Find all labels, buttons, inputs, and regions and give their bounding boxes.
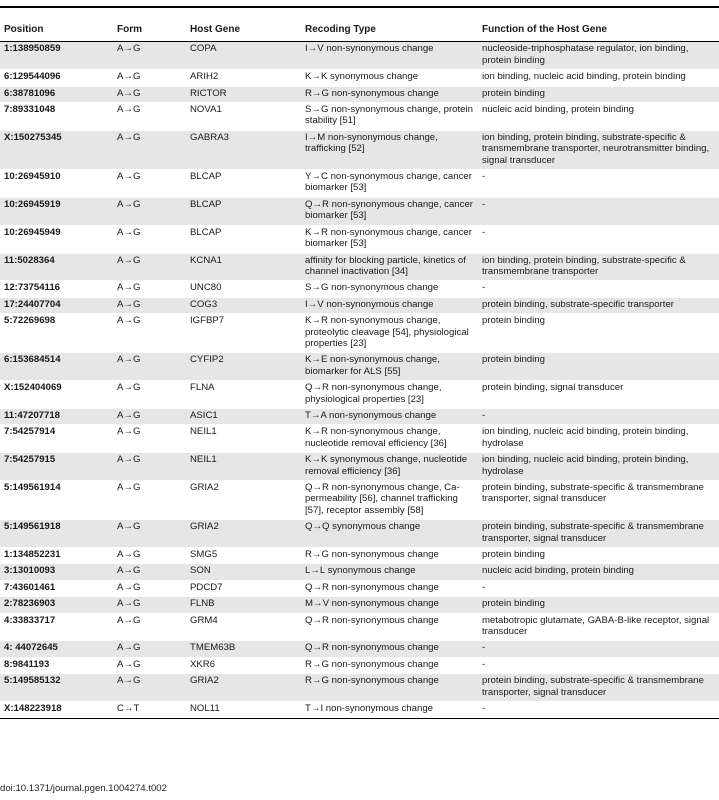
cell-host-gene: NEIL1 (186, 425, 301, 453)
cell-function: nucleoside-triphosphatase regulator, ion binding, protein binding (478, 42, 719, 70)
cell-position: 1:138950859 (0, 42, 113, 70)
cell-position: X:152404069 (0, 381, 113, 409)
cell-position: 5:72269698 (0, 314, 113, 353)
cell-form: A→G (113, 353, 186, 381)
table-row (0, 381, 719, 409)
cell-form: A→G (113, 613, 186, 641)
cell-recoding-type: R→G non-synonymous change (301, 86, 478, 102)
table-row (0, 353, 719, 381)
header-row (0, 24, 719, 42)
cell-recoding-type: K→K synonymous change, nucleotide removal efficiency [36] (301, 453, 478, 481)
header-position: Position (0, 24, 113, 42)
cell-recoding-type: Q→R non-synonymous change (301, 641, 478, 657)
table-row (0, 481, 719, 520)
cell-form: A→G (113, 381, 186, 409)
cell-position: 5:149561918 (0, 520, 113, 548)
cell-function: ion binding, nucleic acid binding, protein binding, hydrolase (478, 453, 719, 481)
cell-host-gene: ARIH2 (186, 70, 301, 86)
cell-function: protein binding (478, 597, 719, 613)
cell-position: 11:47207718 (0, 408, 113, 424)
cell-recoding-type: Q→R non-synonymous change, physiological properties [23] (301, 381, 478, 409)
cell-position: X:150275345 (0, 130, 113, 169)
table-row (0, 702, 719, 718)
cell-form: A→G (113, 548, 186, 564)
table-row (0, 253, 719, 281)
table-row (0, 641, 719, 657)
table-row (0, 281, 719, 297)
cell-recoding-type: M→V non-synonymous change (301, 597, 478, 613)
cell-position: 5:149561914 (0, 481, 113, 520)
cell-form: A→G (113, 103, 186, 131)
cell-host-gene: RICTOR (186, 86, 301, 102)
cell-position: 6:129544096 (0, 70, 113, 86)
cell-form: A→G (113, 481, 186, 520)
cell-function: ion binding, protein binding, substrate-specific & transmembrane transporter (478, 253, 719, 281)
cell-form: A→G (113, 70, 186, 86)
cell-position: 7:43601461 (0, 580, 113, 596)
cell-position: 2:78236903 (0, 597, 113, 613)
recoding-sites-table (0, 24, 719, 719)
cell-position: 7:89331048 (0, 103, 113, 131)
cell-position: 12:73754116 (0, 281, 113, 297)
cell-recoding-type: Q→Q synonymous change (301, 520, 478, 548)
cell-function: ion binding, protein binding, substrate-specific & transmembrane transporter, neurotransmitter binding, signal transducer (478, 130, 719, 169)
cell-recoding-type: I→M non-synonymous change, trafficking [52] (301, 130, 478, 169)
cell-host-gene: NOL11 (186, 702, 301, 718)
cell-host-gene: IGFBP7 (186, 314, 301, 353)
cell-host-gene: FLNB (186, 597, 301, 613)
cell-host-gene: TMEM63B (186, 641, 301, 657)
cell-form: A→G (113, 281, 186, 297)
cell-position: 6:38781096 (0, 86, 113, 102)
cell-function: - (478, 702, 719, 718)
cell-host-gene: CYFIP2 (186, 353, 301, 381)
cell-function: nucleic acid binding, protein binding (478, 564, 719, 580)
cell-position: 10:26945949 (0, 225, 113, 253)
cell-host-gene: GRM4 (186, 613, 301, 641)
cell-position: 4:33833717 (0, 613, 113, 641)
cell-host-gene: SMG5 (186, 548, 301, 564)
cell-host-gene: ASIC1 (186, 408, 301, 424)
cell-function: - (478, 225, 719, 253)
cell-form: A→G (113, 597, 186, 613)
cell-form: A→G (113, 86, 186, 102)
cell-host-gene: GRIA2 (186, 520, 301, 548)
table-row (0, 86, 719, 102)
cell-position: 8:9841193 (0, 657, 113, 673)
cell-recoding-type: I→V non-synonymous change (301, 297, 478, 313)
cell-recoding-type: Y→C non-synonymous change, cancer biomarker [53] (301, 170, 478, 198)
cell-position: 1:134852231 (0, 548, 113, 564)
cell-recoding-type: I→V non-synonymous change (301, 42, 478, 70)
table-row (0, 613, 719, 641)
cell-host-gene: FLNA (186, 381, 301, 409)
table-row (0, 597, 719, 613)
doi-caption: doi:10.1371/journal.pgen.1004274.t002 (0, 783, 167, 794)
table-row (0, 548, 719, 564)
table-row (0, 564, 719, 580)
cell-function: - (478, 657, 719, 673)
cell-function: protein binding (478, 353, 719, 381)
cell-function: protein binding, substrate-specific & transmembrane transporter, signal transducer (478, 481, 719, 520)
table-row (0, 425, 719, 453)
cell-function: protein binding, substrate-specific transporter (478, 297, 719, 313)
cell-form: A→G (113, 520, 186, 548)
cell-position: 6:153684514 (0, 353, 113, 381)
cell-function: - (478, 170, 719, 198)
cell-host-gene: NOVA1 (186, 103, 301, 131)
cell-function: ion binding, nucleic acid binding, protein binding (478, 70, 719, 86)
cell-function: - (478, 580, 719, 596)
cell-function: protein binding, substrate-specific & transmembrane transporter, signal transducer (478, 674, 719, 702)
cell-form: A→G (113, 253, 186, 281)
cell-host-gene: BLCAP (186, 197, 301, 225)
header-host-gene: Host Gene (186, 24, 301, 42)
header-function: Function of the Host Gene (478, 24, 719, 42)
cell-recoding-type: Q→R non-synonymous change, Ca-permeability [56], channel trafficking [57], receptor assembly [58] (301, 481, 478, 520)
table-row (0, 314, 719, 353)
cell-function: protein binding (478, 548, 719, 564)
cell-host-gene: PDCD7 (186, 580, 301, 596)
cell-function: protein binding (478, 314, 719, 353)
cell-recoding-type: K→E non-synonymous change, biomarker for ALS [55] (301, 353, 478, 381)
cell-position: 7:54257914 (0, 425, 113, 453)
cell-function: protein binding, signal transducer (478, 381, 719, 409)
cell-position: 10:26945919 (0, 197, 113, 225)
cell-position: 17:24407704 (0, 297, 113, 313)
cell-host-gene: COG3 (186, 297, 301, 313)
cell-position: 10:26945910 (0, 170, 113, 198)
cell-recoding-type: K→R non-synonymous change, cancer biomarker [53] (301, 225, 478, 253)
table-header (0, 24, 719, 42)
cell-form: A→G (113, 425, 186, 453)
cell-recoding-type: L→L synonymous change (301, 564, 478, 580)
cell-form: A→G (113, 297, 186, 313)
cell-recoding-type: R→G non-synonymous change (301, 548, 478, 564)
cell-recoding-type: S→G non-synonymous change (301, 281, 478, 297)
table-row (0, 197, 719, 225)
cell-form: A→G (113, 641, 186, 657)
cell-form: A→G (113, 657, 186, 673)
cell-recoding-type: K→K synonymous change (301, 70, 478, 86)
cell-recoding-type: Q→R non-synonymous change (301, 613, 478, 641)
table-row (0, 225, 719, 253)
cell-form: A→G (113, 130, 186, 169)
cell-form: A→G (113, 170, 186, 198)
cell-form: A→G (113, 674, 186, 702)
top-rule (0, 6, 719, 8)
cell-recoding-type: R→G non-synonymous change (301, 657, 478, 673)
table-row (0, 170, 719, 198)
cell-position: 5:149585132 (0, 674, 113, 702)
table-row (0, 103, 719, 131)
header-recoding-type: Recoding Type (301, 24, 478, 42)
cell-form: A→G (113, 580, 186, 596)
cell-position: 11:5028364 (0, 253, 113, 281)
table-row (0, 297, 719, 313)
cell-recoding-type: T→A non-synonymous change (301, 408, 478, 424)
cell-recoding-type: affinity for blocking particle, kinetics of channel inactivation [34] (301, 253, 478, 281)
cell-position: 4: 44072645 (0, 641, 113, 657)
cell-recoding-type: Q→R non-synonymous change (301, 580, 478, 596)
cell-form: A→G (113, 564, 186, 580)
cell-function: nucleic acid binding, protein binding (478, 103, 719, 131)
cell-recoding-type: K→R non-synonymous change, nucleotide removal efficiency [36] (301, 425, 478, 453)
table-row (0, 674, 719, 702)
header-form: Form (113, 24, 186, 42)
cell-host-gene: BLCAP (186, 170, 301, 198)
table-body (0, 42, 719, 718)
cell-function: - (478, 641, 719, 657)
cell-form: C→T (113, 702, 186, 718)
cell-recoding-type: K→R non-synonymous change, proteolytic cleavage [54], physiological properties [23] (301, 314, 478, 353)
cell-recoding-type: Q→R non-synonymous change, cancer biomarker [53] (301, 197, 478, 225)
cell-function: protein binding (478, 86, 719, 102)
cell-host-gene: GRIA2 (186, 481, 301, 520)
cell-host-gene: COPA (186, 42, 301, 70)
cell-form: A→G (113, 225, 186, 253)
cell-function: - (478, 281, 719, 297)
cell-function: ion binding, nucleic acid binding, protein binding, hydrolase (478, 425, 719, 453)
cell-host-gene: GRIA2 (186, 674, 301, 702)
cell-function: metabotropic glutamate, GABA-B-like receptor, signal transducer (478, 613, 719, 641)
table-row (0, 520, 719, 548)
table-row (0, 453, 719, 481)
table-row (0, 408, 719, 424)
cell-host-gene: KCNA1 (186, 253, 301, 281)
table-row (0, 580, 719, 596)
cell-function: - (478, 197, 719, 225)
table-row (0, 70, 719, 86)
cell-host-gene: NEIL1 (186, 453, 301, 481)
cell-host-gene: XKR6 (186, 657, 301, 673)
table-row (0, 130, 719, 169)
cell-function: protein binding, substrate-specific & transmembrane transporter, signal transducer (478, 520, 719, 548)
cell-position: 7:54257915 (0, 453, 113, 481)
cell-recoding-type: R→G non-synonymous change (301, 674, 478, 702)
cell-form: A→G (113, 197, 186, 225)
table-row (0, 657, 719, 673)
cell-host-gene: BLCAP (186, 225, 301, 253)
cell-function: - (478, 408, 719, 424)
cell-form: A→G (113, 314, 186, 353)
cell-recoding-type: T→I non-synonymous change (301, 702, 478, 718)
cell-host-gene: GABRA3 (186, 130, 301, 169)
cell-form: A→G (113, 408, 186, 424)
table-row (0, 42, 719, 70)
cell-host-gene: UNC80 (186, 281, 301, 297)
cell-form: A→G (113, 42, 186, 70)
cell-host-gene: SON (186, 564, 301, 580)
cell-position: X:148223918 (0, 702, 113, 718)
cell-position: 3:13010093 (0, 564, 113, 580)
cell-recoding-type: S→G non-synonymous change, protein stability [51] (301, 103, 478, 131)
cell-form: A→G (113, 453, 186, 481)
